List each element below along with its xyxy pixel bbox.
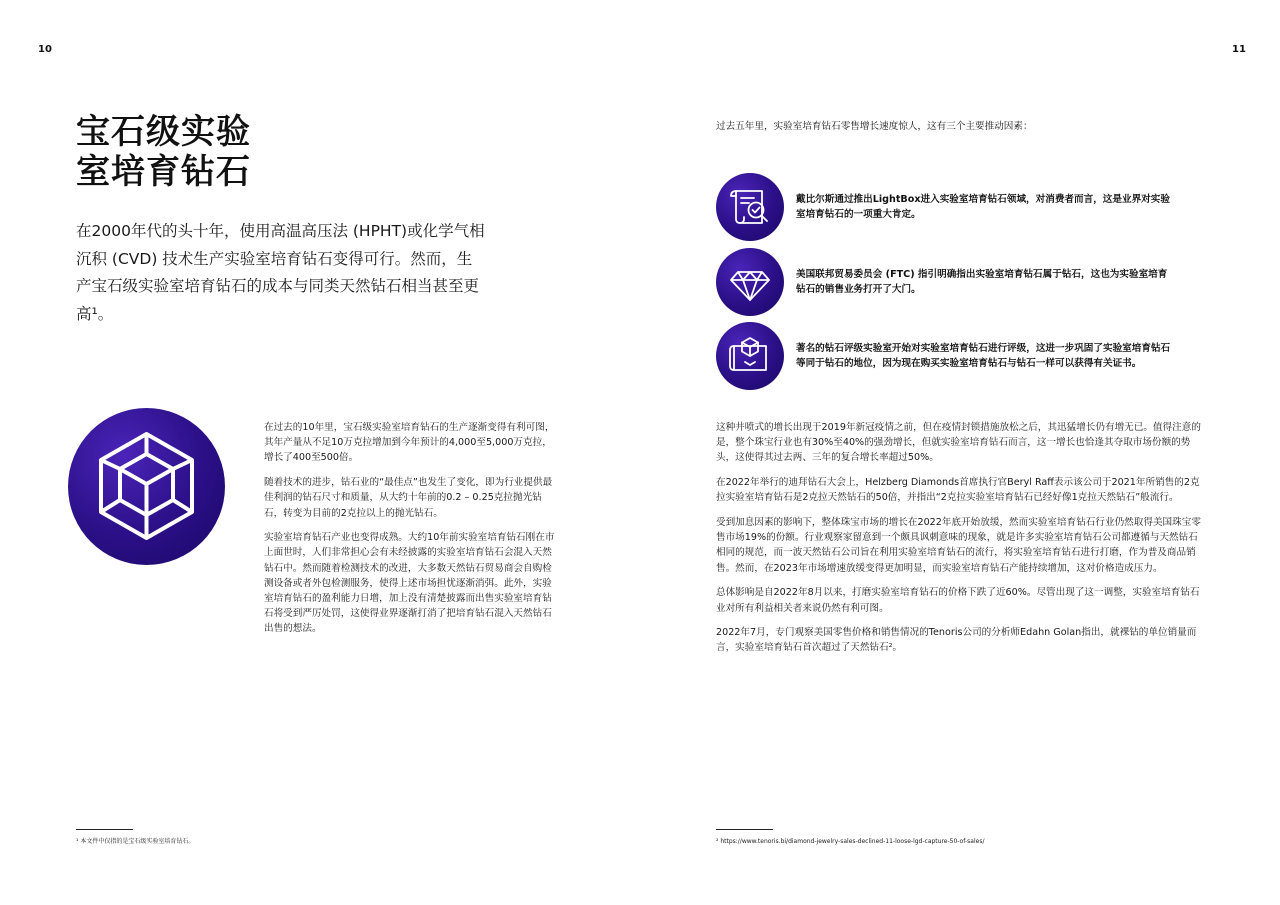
footnote-right: ² https://www.tenoris.bi/diamond-jewelry-sales-declined-11-loose-lgd-capture-50-of-sales/	[716, 838, 985, 845]
driver-text-grading: 著名的钻石评级实验室开始对实验室培育钻石进行评级，这进一步巩固了实验室培育钻石等同于钻石的地位，因为现在购买实验室培育钻石与钻石一样可以获得有关证书。	[796, 342, 1171, 369]
right-body-text	[716, 420, 1202, 665]
driver-text-lightbox: 戴比尔斯通过推出LightBox进入实验室培育钻石领域，对消费者而言，这是业界对实验室培育钻石的一项重大肯定。	[796, 193, 1170, 220]
footnote-divider-right	[716, 829, 773, 830]
right-paragraph-2: 在2022年举行的迪拜钻石大会上，Helzberg Diamonds首席执行官Beryl Raff表示该公司于2021年所销售的2克拉实验室培育钻石是2克拉天然钻石的50倍，并指出“2克拉实验室培育钻石已经好像1克拉天然钻石”般流行。	[716, 477, 1200, 504]
title-line-1: 宝石级实验	[76, 112, 251, 152]
right-paragraph-1: 这种井喷式的增长出现于2019年新冠疫情之前，但在疫情封锁措施放松之后，其迅猛增长仍有增无已。值得注意的是，整个珠宝行业也有30%至40%的强劲增长，但就实验室培育钻石而言，这一增长也恰逢其夺取市场份额的势头，这使得其过去两、三年的复合增长率超过50%。	[716, 422, 1201, 464]
right-paragraph-3: 受到加息因素的影响下，整体珠宝市场的增长在2022年底开始放缓，然而实验室培育钻石行业仍然取得美国珠宝零售市场19%的份额。行业观察家留意到一个颇具讽刺意味的现象，就是许多实验室培育钻石公司都遵循与天然钻石相同的规范，而一波天然钻石公司旨在利用实验室培育钻石的流行，将实验室培育钻石进行打磨，作为普及商品销售。然而，在2023年市场增速放缓变得更加明显，而实验室培育钻石产能持续增加，这对价格造成压力。	[716, 517, 1201, 574]
drivers-intro: 过去五年里，实验室培育钻石零售增长速度惊人，这有三个主要推动因素：	[716, 121, 1033, 132]
diamond-icon	[716, 248, 784, 316]
cube-icon-graphic	[68, 408, 225, 565]
driver-item-ftc	[716, 248, 1186, 316]
footnote-divider-left	[76, 829, 133, 830]
page-number-right: 11	[1232, 44, 1246, 55]
page-number-left: 10	[38, 44, 52, 55]
cube-icon	[68, 408, 225, 565]
driver-item-grading	[716, 322, 1186, 390]
driver-item-lightbox	[716, 173, 1186, 241]
left-body-text	[264, 420, 560, 646]
right-paragraph-5: 2022年7月，专门观察美国零售价格和销售情况的Tenoris公司的分析师Edahn Golan指出，就裸钻的单位销量而言，实验室培育钻石首次超过了天然钻石²。	[716, 627, 1197, 654]
page-title	[76, 112, 456, 192]
left-paragraph-2: 随着技术的进步，钻石业的“最佳点”也发生了变化，即为行业提供最佳利润的钻石尺寸和质量，从大约十年前的0.2 – 0.25克拉抛光钻石，转变为目前的2克拉以上的抛光钻石。	[264, 477, 553, 519]
footnote-left: ¹ 本文件中仅指的是宝石级实验室培育钻石。	[76, 838, 195, 845]
driver-text-ftc: 美国联邦贸易委员会 (FTC) 指引明确指出实验室培育钻石属于钻石，这也为实验室培育钻石的销售业务打开了大门。	[796, 268, 1168, 295]
lead-paragraph: 在2000年代的头十年，使用高温高压法 (HPHT)或化学气相沉积 (CVD) 技术生产实验室培育钻石变得可行。然而，生产宝石级实验室培育钻石的成本与同类天然钻石相当甚至更高¹。	[76, 222, 485, 323]
left-paragraph-1: 在过去的10年里，宝石级实验室培育钻石的生产逐渐变得有利可图，其年产量从不足10万克拉增加到今年预计的4,000至5,000万克拉，增长了400至500倍。	[264, 422, 555, 464]
certificate-magnifier-icon	[716, 173, 784, 241]
title-line-2: 室培育钻石	[76, 152, 251, 192]
left-paragraph-3: 实验室培育钻石产业也变得成熟。大约10年前实验室培育钻石刚在市上面世时，人们非常担心会有未经披露的实验室培育钻石会混入天然钻石中。然而随着检测技术的改进，大多数天然钻石贸易商会自购检测设备或者外包检测服务，使得上述市场担忧逐渐消弭。此外，实验室培育钻石的盈利能力日增，加上没有清楚披露而出售实验室培育钻石将受到严厉处罚，这使得业界逐渐打消了把培育钻石混入天然钻石出售的想法。	[264, 532, 555, 635]
right-paragraph-4: 总体影响是自2022年8月以来，打磨实验室培育钻石的价格下跌了近60%。尽管出现了这一调整，实验室培育钻石业对所有利益相关者来说仍然有利可图。	[716, 587, 1200, 614]
certificate-scroll-cube-icon	[716, 322, 784, 390]
